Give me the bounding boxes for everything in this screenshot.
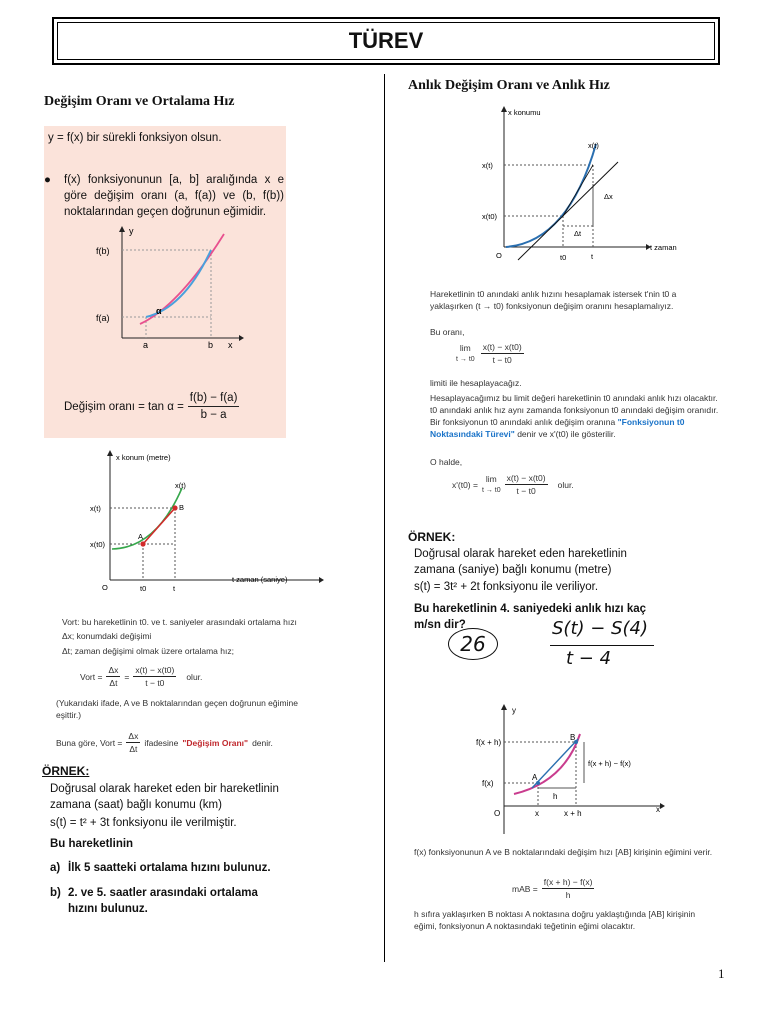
rg-O: O bbox=[496, 251, 502, 260]
graph-label-alpha: α bbox=[156, 306, 162, 316]
g2-yaxis: x konum (metre) bbox=[116, 453, 171, 462]
graph-label-a: a bbox=[143, 340, 149, 350]
rg-dt: Δt bbox=[574, 229, 582, 238]
graph-label-fb: f(b) bbox=[96, 246, 110, 256]
dt-def: Δt; zaman değişimi olmak üzere ortalama hız; bbox=[62, 646, 234, 656]
g2-t: t bbox=[173, 584, 176, 593]
rg-xaxis: t zaman bbox=[650, 243, 677, 252]
vort-symbol: V bbox=[62, 617, 68, 627]
qb-text: 2. ve 5. saatler arasındaki ortalama hızını bulunuz. bbox=[68, 887, 258, 915]
bu-orani: Bu oranı, bbox=[430, 327, 465, 337]
rg-t: t bbox=[591, 252, 594, 261]
deq-lim: lim bbox=[485, 473, 497, 484]
g2-xt-top: x(t) bbox=[175, 481, 186, 490]
vort-def-text: ort: bu hareketlinin t0. ve t. saniyeler arasındaki ortalama hızı bbox=[67, 617, 297, 627]
rg-yaxis: x konumu bbox=[508, 108, 541, 117]
cg-diff: f(x + h) − f(x) bbox=[588, 759, 631, 768]
mab-num: f(x + h) − f(x) bbox=[543, 877, 593, 887]
mab-equation bbox=[512, 876, 594, 901]
left-example-formula: s(t) = t² + 3t fonksiyonu ile verilmiştir. bbox=[50, 817, 237, 829]
g2-xaxis: t zaman (saniye) bbox=[232, 575, 288, 584]
graph-label-b: b bbox=[208, 340, 214, 350]
graph-label-fa: f(a) bbox=[96, 313, 110, 323]
deq-end: olur. bbox=[557, 479, 574, 490]
right-para2: limiti ile hesaplayacağız. bbox=[430, 378, 522, 388]
vort-eq-lhs: Vort = bbox=[80, 671, 103, 682]
rg-t0: t0 bbox=[560, 253, 567, 262]
g2-t0: t0 bbox=[140, 584, 147, 593]
cg-x: x bbox=[656, 805, 660, 814]
right-para1: Hareketlinin t0 anındaki anlık hızını hesaplamak istersek t'nin t0 a yaklaşırken (t → t0) fonksiyonun değişim oranını hesaplamalıyız. bbox=[430, 289, 677, 311]
conc-frac-den: Δt bbox=[129, 744, 138, 754]
tangent-graph bbox=[478, 104, 708, 266]
lim-den: t − t0 bbox=[492, 355, 512, 365]
conc-red: "Değişim Oranı" bbox=[182, 737, 249, 748]
lim-label: lim bbox=[459, 342, 471, 353]
vort-equation: Vort = $\frac{\Delta x}{\Delta t}$ = $\frac{x(t) - x(t0)}{t - t0}$ olur. bbox=[80, 665, 203, 688]
cg-xl: x bbox=[535, 809, 539, 818]
chord-graph bbox=[474, 702, 694, 834]
cg-y: y bbox=[512, 706, 516, 715]
o-halde: O halde, bbox=[430, 457, 463, 467]
cg-O: O bbox=[494, 809, 501, 818]
column-divider bbox=[384, 74, 385, 962]
g2-A: A bbox=[138, 532, 144, 541]
rg-dx: Δx bbox=[604, 192, 613, 201]
para3b: denir ve x'(t0) ile gösterilir. bbox=[517, 429, 616, 439]
graph-label-y: y bbox=[129, 226, 134, 236]
cg-xh: x + h bbox=[564, 809, 582, 818]
rg-xt: x(t) bbox=[482, 161, 493, 170]
rate-formula-lead: Değişim oranı = tan α = bbox=[64, 400, 184, 413]
cg-A: A bbox=[532, 773, 538, 782]
right-para5: h sıfıra yaklaşırken B noktası A noktasına doğru yaklaştığında [AB] kirişinin eğimi, fonksiyonun A noktasındaki teğetinin eğimi olacaktır. bbox=[414, 909, 696, 931]
para3-blue: "Fonksiyonun t0 Noktasındaki Türevi" bbox=[430, 417, 685, 439]
left-example-text: Doğrusal olarak hareket eden bir hareketlinin zamana (saat) bağlı konumu (km) bbox=[50, 783, 279, 811]
deq-den: t − t0 bbox=[516, 486, 536, 496]
cg-B: B bbox=[570, 733, 576, 742]
conc-frac-num: Δx bbox=[128, 731, 139, 741]
g2-xt: x(t) bbox=[90, 504, 101, 513]
page-number: 1 bbox=[718, 966, 725, 981]
rate-conclusion bbox=[56, 730, 273, 755]
vort-def bbox=[62, 616, 324, 628]
para3a: Hesaplayacağımız bu limit değeri hareketlinin t0 anındaki anlık hızı olacaktır. t0 anındaki anlık hız aynı zamanda fonksiyonun t0 anındaki değişim oranıdır. Bir fonksiyonun t0 anındaki anlık değişim oranına bbox=[430, 393, 719, 427]
rate-formula-num: f(b) − f(a) bbox=[188, 390, 240, 407]
graph-label-x: x bbox=[228, 340, 233, 350]
vort-eq-f1-den: Δt bbox=[109, 678, 118, 688]
left-heading: Değişim Oranı ve Ortalama Hız bbox=[44, 94, 235, 109]
g2-B: B bbox=[179, 503, 185, 512]
page-title: TÜREV bbox=[57, 22, 715, 60]
qa-text: İlk 5 saatteki ortalama hızını bulunuz. bbox=[68, 862, 271, 874]
left-example-lead: Bu hareketlinin bbox=[50, 838, 134, 850]
cg-h: h bbox=[553, 792, 558, 801]
box-bullet-text: f(x) fonksiyonunun [a, b] aralığında x e göre değişim oranı (a, f(a)) ve (b, f(b)) noktalarından geçen doğrunun eğimidir. bbox=[64, 174, 284, 218]
right-example-formula: s(t) = 3t² + 2t fonksiyonu ile veriliyor. bbox=[414, 581, 599, 593]
bullet-icon: ● bbox=[44, 174, 51, 186]
right-example-label: ÖRNEK: bbox=[408, 530, 456, 544]
conc-pre: Buna göre, Vort = bbox=[56, 737, 123, 748]
conc-end: denir. bbox=[252, 737, 273, 748]
qa-label: a) bbox=[50, 862, 61, 874]
deq-lim-sub: t → t0 bbox=[481, 486, 501, 494]
vort-note: (Yukarıdaki ifade, A ve B noktalarından geçen doğrunun eğimine eşittir.) bbox=[56, 698, 298, 720]
lim-sub: t → t0 bbox=[456, 355, 475, 363]
left-example-label: ÖRNEK: bbox=[42, 764, 90, 778]
right-para3 bbox=[430, 392, 720, 440]
secant-graph bbox=[94, 226, 244, 352]
handwritten-den: t − 4 bbox=[566, 648, 612, 669]
vort-eq-f1-num: Δx bbox=[108, 665, 119, 675]
lim-num: x(t) − x(t0) bbox=[482, 342, 522, 352]
right-para4: f(x) fonksiyonunun A ve B noktalarındaki değişim hızı [AB] kirişinin eğimini verir. bbox=[414, 847, 713, 857]
limit-expression bbox=[456, 341, 524, 366]
vort-eq-end: olur. bbox=[186, 671, 203, 682]
conc-mid: ifadesine bbox=[144, 737, 179, 748]
dx-def: Δx; konumdaki değişimi bbox=[62, 631, 152, 641]
rate-formula-den: b − a bbox=[200, 409, 227, 421]
box-line1: y = f(x) bir sürekli fonksiyon olsun. bbox=[48, 132, 222, 144]
cg-fxh: f(x + h) bbox=[476, 738, 502, 747]
vort-eq-f2-den: t − t0 bbox=[145, 678, 165, 688]
rate-formula bbox=[64, 390, 239, 423]
position-time-graph bbox=[86, 448, 326, 598]
right-example-text: Doğrusal olarak hareket eden hareketlinin zamana (saniye) bağlı konumu (metre) bbox=[414, 548, 627, 576]
right-example-question: Bu hareketlinin 4. saniyedeki anlık hızı kaç m/sn dir? bbox=[414, 603, 647, 631]
right-heading: Anlık Değişim Oranı ve Anlık Hız bbox=[408, 78, 610, 93]
mab-den: h bbox=[565, 890, 571, 900]
rg-xt-curve: x(t) bbox=[588, 141, 599, 150]
handwritten-num: S(t) − S(4) bbox=[552, 618, 648, 639]
handwritten-fraction-bar bbox=[550, 645, 654, 646]
rg-xt0: x(t0) bbox=[482, 212, 497, 221]
vort-eq-f2-num: x(t) − x(t0) bbox=[135, 665, 175, 675]
g2-xt0: x(t0) bbox=[90, 540, 105, 549]
mab-lhs: mAB = bbox=[512, 883, 538, 894]
handwritten-answer: 26 bbox=[448, 628, 498, 660]
title-box bbox=[52, 17, 720, 65]
qb-label: b) bbox=[50, 887, 61, 899]
g2-O: O bbox=[102, 583, 108, 592]
cg-fx: f(x) bbox=[482, 779, 494, 788]
derivative-equation bbox=[452, 472, 574, 497]
deq-lhs: x'(t0) = bbox=[452, 479, 478, 490]
deq-num: x(t) − x(t0) bbox=[506, 473, 546, 483]
